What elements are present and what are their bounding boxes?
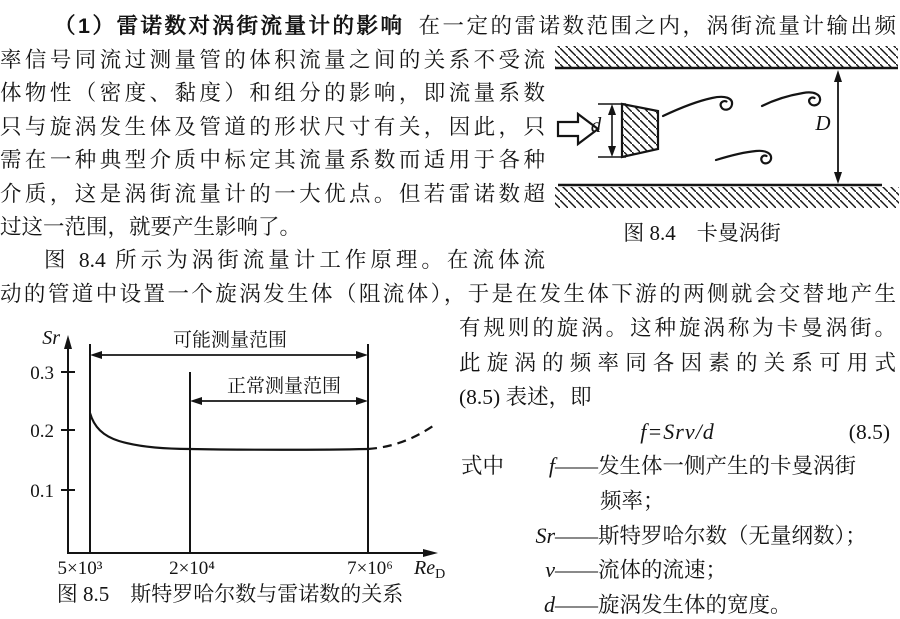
x-tick-label: 5×10³ xyxy=(57,558,103,579)
definition-text: 斯特罗哈尔数（无量纲数）； xyxy=(598,523,867,548)
variable-v: v xyxy=(545,557,555,583)
arrowhead-icon xyxy=(608,104,616,115)
y-tick-label: 0.2 xyxy=(30,421,54,442)
text-line: 有规则的旋涡。这种旋涡称为卡曼涡街。 xyxy=(459,316,896,340)
sr-re-chart xyxy=(2,322,458,580)
variable-d: d xyxy=(544,591,555,617)
arrowhead-icon xyxy=(834,70,842,82)
vortex-swirl-icon xyxy=(762,92,820,106)
variable-sr: Sr xyxy=(535,522,555,548)
figure-8-4-caption: 图 8.4 卡曼涡街 xyxy=(623,221,781,245)
variable-f: f xyxy=(548,453,555,479)
karman-vortex-diagram xyxy=(552,40,900,216)
paragraph-2-bridge-line: 动的管道中设置一个旋涡发生体（阻流体），于是在发生体下游的两侧就会交替地产生 xyxy=(0,282,896,306)
vortex-swirl-icon xyxy=(716,151,771,164)
label-d: d xyxy=(590,113,602,137)
definition-row-v xyxy=(459,553,896,588)
text-line: 过这一范围，就要产生影响了。 xyxy=(0,214,302,239)
text-line: 体物性（密度、黏度）和组分的影响，即流量系数 xyxy=(0,81,545,106)
arrowhead-icon xyxy=(834,172,842,184)
right-text-column xyxy=(459,311,896,619)
arrowhead-icon xyxy=(356,351,368,359)
x-axis-label: $Re_D$ xyxy=(414,557,446,580)
definition-dash: —— xyxy=(555,523,598,548)
arrowhead-icon xyxy=(190,397,202,405)
definition-row-f xyxy=(459,449,896,484)
text-line: 图 8.4 所示为涡街流量计工作原理。在流体流 xyxy=(44,248,545,273)
definition-dash: —— xyxy=(555,592,598,617)
figure-8-4 xyxy=(552,40,900,216)
left-text-column xyxy=(0,44,545,278)
arrowhead-icon xyxy=(608,146,616,157)
vortex-swirl-icon xyxy=(663,97,732,116)
definition-row-d xyxy=(459,588,896,619)
definition-dash: —— xyxy=(555,558,598,583)
equation-number: (8.5) xyxy=(848,419,890,444)
arrowhead-icon xyxy=(356,397,368,405)
definition-row-sr xyxy=(459,519,896,554)
figure-8-5 xyxy=(2,322,458,580)
y-axis-label: Sr xyxy=(42,327,60,349)
text-line: 只与旋涡发生体及管道的形状尺寸有关，因此，只 xyxy=(0,114,545,139)
definition-text: 旋涡发生体的宽度。 xyxy=(598,592,792,617)
definition-text: 发生体一侧产生的卡曼涡街 xyxy=(598,454,857,479)
text-line: 此旋涡的频率同各因素的关系可用式 xyxy=(459,350,896,375)
y-tick-label: 0.1 xyxy=(30,481,54,502)
definition-text: 流体的流速； xyxy=(598,558,728,583)
y-tick-label: 0.3 xyxy=(30,363,54,384)
top-wall-hatching xyxy=(555,46,898,67)
text-line: 介质，这是涡街流量计的一大优点。但若雷诺数超 xyxy=(0,181,545,206)
equation-8-5 xyxy=(459,415,896,450)
where-label: 式中 xyxy=(461,454,505,479)
definition-dash: —— xyxy=(555,454,598,479)
x-tick-label: 7×10⁶ xyxy=(347,558,393,579)
arrowhead-icon xyxy=(90,351,102,359)
possible-range-label: 可能测量范围 xyxy=(172,330,288,351)
x-tick-label: 2×10⁴ xyxy=(169,558,215,579)
figure-8-5-caption: 图 8.5 斯特罗哈尔数与雷诺数的关系 xyxy=(56,582,404,606)
label-D: D xyxy=(815,111,831,135)
paragraph-1-line-1 xyxy=(0,9,896,43)
paragraph-1-text: 在一定的雷诺数范围之内，涡街流量计输出频 xyxy=(418,14,896,38)
text-line: 需在一种典型介质中标定其流量系数而适用于各种 xyxy=(0,148,545,173)
definition-row-f-continued: 频率； xyxy=(600,488,665,513)
text-line: 率信号同流过测量管的体积流量之间的关系不受流 xyxy=(0,48,545,72)
normal-range-label: 正常测量范围 xyxy=(226,376,342,397)
equation-expression: f=Srv/d xyxy=(640,418,715,444)
sr-curve-solid xyxy=(90,413,368,450)
bluff-body xyxy=(622,104,658,157)
y-axis-arrowhead-icon xyxy=(64,335,72,349)
x-axis-arrowhead-icon xyxy=(423,549,438,557)
bottom-wall-hatching xyxy=(555,187,899,208)
section-heading: （1）雷诺数对涡街流量计的影响 xyxy=(54,14,405,38)
sr-curve-dashed xyxy=(368,424,436,449)
text-line: (8.5) 表述，即 xyxy=(459,385,592,410)
